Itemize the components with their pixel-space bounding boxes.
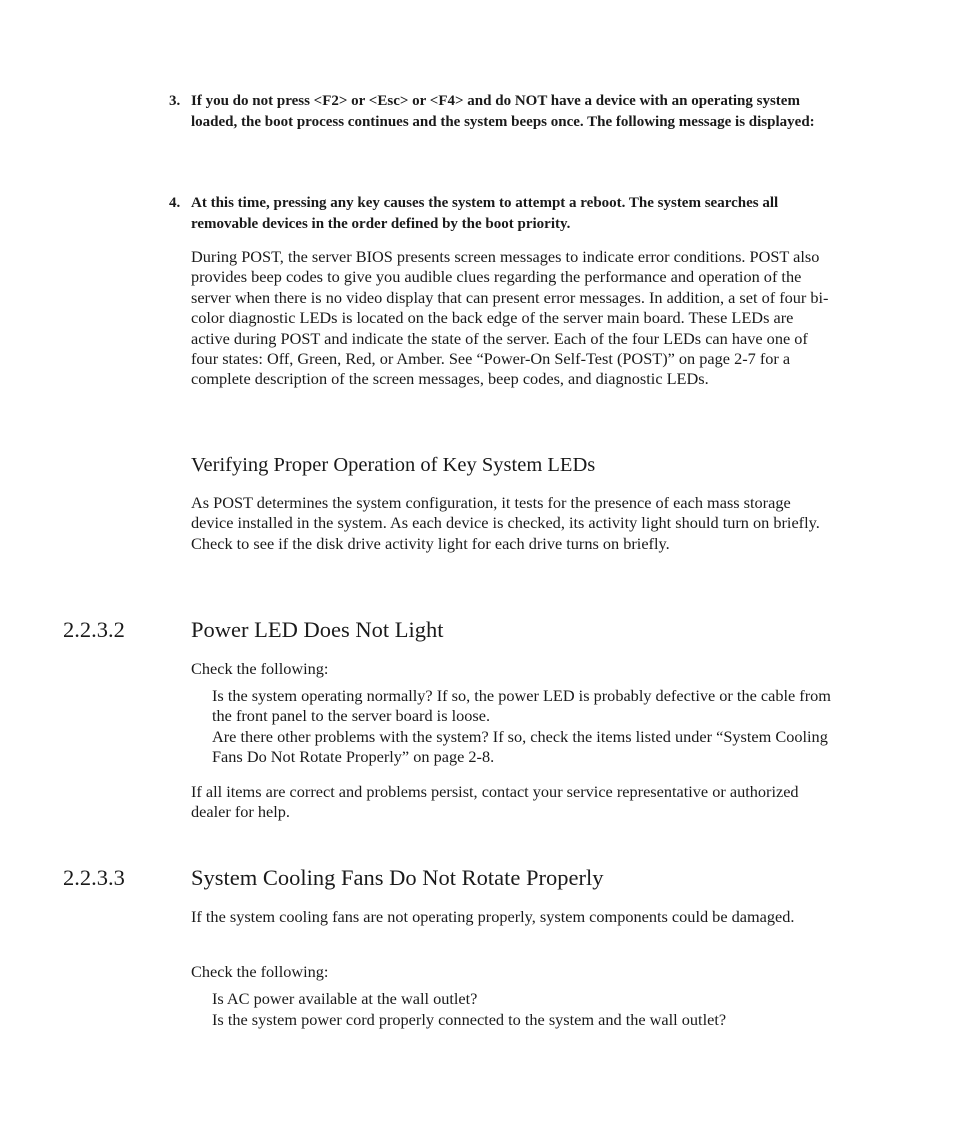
section-title: Power LED Does Not Light (191, 617, 444, 642)
list-item: Is AC power available at the wall outlet? (212, 989, 478, 1008)
step-3 (169, 91, 834, 132)
leds-heading: Verifying Proper Operation of Key System LEDs (191, 454, 596, 476)
closing-paragraph: If all items are correct and problems persist, contact your service representative or authorized dealer for help. (191, 782, 799, 822)
section-number: 2.2.3.3 (63, 865, 125, 890)
section-title: System Cooling Fans Do Not Rotate Properly (191, 865, 604, 890)
step-text: If you do not press <F2> or <Esc> or <F4> and do NOT have a device with an operating system loaded, the boot process continues and the system beeps once. The following message is displayed: (191, 93, 815, 130)
step-text: At this time, pressing any key causes the system to attempt a reboot. The system searches all removable devices in the order defined by the boot priority. (191, 195, 779, 232)
step-number: 3. (169, 93, 181, 109)
list-item: Are there other problems with the system? If so, check the items listed under “System Cooling Fans Do Not Rotate Properly” on page 2-8. (212, 727, 828, 767)
post-paragraph: During POST, the server BIOS presents screen messages to indicate error conditions. POST also provides beep codes to give you audible clues regarding the performance and operation of the server when there is no video display that can present error messages. In addition, a set of four bi-color diagnostic LEDs is located on the back edge of the server main board. These LEDs are active during POST and indicate the state of the server. Each of the four LEDs can have one of four states: Off, Green, Red, or Amber. See “Power-On Self-Test (POST)” on page 2-7 for a complete description of the screen messages, beep codes, and diagnostic LEDs. (191, 247, 829, 389)
step-4 (169, 193, 834, 234)
intro-paragraph: If the system cooling fans are not operating properly, system components could be damaged. (191, 907, 795, 926)
list-item: Is the system power cord properly connected to the system and the wall outlet? (212, 1010, 727, 1029)
check-label: Check the following: (191, 962, 329, 981)
section-number: 2.2.3.2 (63, 617, 125, 642)
check-label: Check the following: (191, 659, 329, 678)
step-number: 4. (169, 195, 181, 211)
list-item: Is the system operating normally? If so, the power LED is probably defective or the cable from the front panel to the server board is loose. (212, 686, 831, 726)
leds-body: As POST determines the system configuration, it tests for the presence of each mass storage device installed in the system. As each device is checked, its activity light should turn on briefly. Check to see if the disk drive activity light for each drive turns on briefly. (191, 493, 820, 553)
